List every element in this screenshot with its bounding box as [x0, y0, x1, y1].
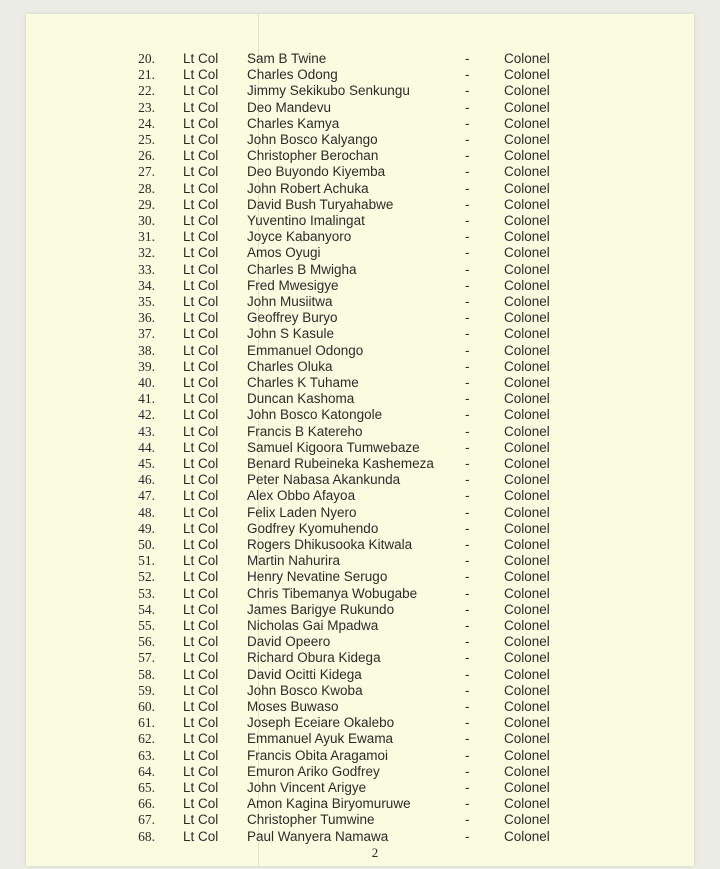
list-item-dash: - [465, 634, 470, 650]
list-item-new-rank: Colonel [504, 472, 550, 488]
list-item-new-rank: Colonel [504, 180, 550, 196]
list-item-name: Paul Wanyera Namawa [247, 828, 389, 844]
list-item-name: Nicholas Gai Mpadwa [247, 618, 379, 633]
list-item-dash: - [465, 747, 470, 763]
list-item-number: 57. [138, 650, 155, 666]
list-item-current-rank: Lt Col [183, 132, 219, 147]
list-item-current-rank: Lt Col [183, 115, 219, 131]
list-item-number: 32. [138, 245, 155, 261]
list-item-dash: - [465, 780, 470, 795]
list-item-number: 23. [138, 99, 155, 115]
list-item [0, 164, 720, 180]
list-item-dash: - [465, 472, 470, 488]
list-item-number: 24. [138, 115, 155, 131]
list-item-current-rank: Lt Col [183, 488, 219, 504]
list-item-number: 58. [138, 666, 155, 682]
list-item-dash: - [465, 99, 470, 115]
list-item [0, 650, 720, 666]
list-item-new-rank: Colonel [504, 423, 550, 439]
list-item-number: 49. [138, 520, 155, 536]
list-item-name: Chris Tibemanya Wobugabe [247, 585, 418, 601]
list-item-name: Deo Buyondo Kiyemba [247, 164, 386, 180]
list-item-current-rank: Lt Col [183, 812, 219, 828]
list-item [0, 667, 720, 683]
list-item-number: 67. [138, 812, 155, 828]
list-item-name: Moses Buwaso [247, 699, 339, 714]
list-item-dash: - [465, 456, 470, 471]
list-item-new-rank: Colonel [504, 277, 550, 293]
list-item [0, 148, 720, 164]
list-item [0, 391, 720, 407]
list-item-name: Godfrey Kyomuhendo [247, 520, 379, 536]
list-item-name: Samuel Kigoora Tumwebaze [247, 439, 420, 455]
list-item-name: Christopher Tumwine [247, 812, 375, 828]
list-item-name: John Bosco Kalyango [247, 132, 378, 147]
list-item-new-rank: Colonel [504, 618, 550, 633]
list-item-number: 26. [138, 148, 155, 164]
list-item-current-rank: Lt Col [183, 277, 219, 293]
list-item [0, 618, 720, 634]
list-item-number: 56. [138, 634, 155, 650]
list-item [0, 197, 720, 213]
list-item [0, 181, 720, 197]
list-item-new-rank: Colonel [504, 51, 550, 66]
list-item-number: 66. [138, 796, 155, 812]
list-item-name: Benard Rubeineka Kashemeza [247, 456, 434, 471]
list-item-current-rank: Lt Col [183, 618, 219, 633]
list-item-name: Rogers Dhikusooka Kitwala [247, 537, 413, 552]
list-item-name: Francis B Katereho [247, 423, 363, 439]
list-item-name: Duncan Kashoma [247, 391, 355, 407]
list-item-current-rank: Lt Col [183, 796, 219, 812]
list-item-name: Charles Oluka [247, 358, 333, 374]
list-item-current-rank: Lt Col [183, 456, 219, 471]
list-item-name: David Ocitti Kidega [247, 666, 362, 682]
list-item-new-rank: Colonel [504, 715, 550, 731]
list-item-dash: - [465, 358, 470, 374]
list-item-dash: - [465, 213, 470, 228]
list-item-dash: - [465, 67, 470, 83]
list-item-dash: - [465, 342, 470, 358]
list-item-current-rank: Lt Col [183, 731, 219, 747]
list-item [0, 407, 720, 423]
list-item-number: 22. [138, 83, 155, 99]
list-item-current-rank: Lt Col [183, 504, 219, 520]
list-item-current-rank: Lt Col [183, 261, 219, 277]
list-item-new-rank: Colonel [504, 747, 550, 763]
list-item-new-rank: Colonel [504, 294, 550, 309]
list-item-name: John Bosco Kwoba [247, 682, 363, 698]
list-item-current-rank: Lt Col [183, 294, 219, 309]
list-item-name: Fred Mwesigye [247, 277, 339, 293]
list-item-name: Amon Kagina Biryomuruwe [247, 796, 411, 812]
list-item-current-rank: Lt Col [183, 407, 219, 423]
list-item-new-rank: Colonel [504, 699, 550, 714]
list-item-new-rank: Colonel [504, 196, 550, 212]
list-item [0, 456, 720, 472]
list-item-name: John Vincent Arigye [247, 780, 367, 795]
list-item-dash: - [465, 569, 470, 585]
list-item-number: 45. [138, 456, 155, 471]
list-item [0, 488, 720, 504]
list-item [0, 683, 720, 699]
list-item-dash: - [465, 812, 470, 828]
list-item [0, 796, 720, 812]
list-item-current-rank: Lt Col [183, 229, 219, 245]
list-item-new-rank: Colonel [504, 488, 550, 504]
list-item-number: 51. [138, 553, 155, 569]
list-item-new-rank: Colonel [504, 310, 550, 326]
list-item-name: Richard Obura Kidega [247, 650, 381, 666]
list-item-dash: - [465, 391, 470, 407]
list-item-number: 55. [138, 618, 155, 633]
list-item [0, 116, 720, 132]
list-item-current-rank: Lt Col [183, 553, 219, 569]
list-item-number: 60. [138, 699, 155, 714]
list-item-new-rank: Colonel [504, 585, 550, 601]
list-item [0, 359, 720, 375]
list-item [0, 748, 720, 764]
list-item-name: Yuventino Imalingat [247, 213, 365, 228]
list-item-current-rank: Lt Col [183, 213, 219, 228]
list-item [0, 780, 720, 796]
list-item-dash: - [465, 439, 470, 455]
list-item-dash: - [465, 51, 470, 66]
list-item-number: 25. [138, 132, 155, 147]
list-item-new-rank: Colonel [504, 812, 550, 828]
list-item-current-rank: Lt Col [183, 715, 219, 731]
list-item-number: 21. [138, 67, 155, 83]
list-item-new-rank: Colonel [504, 780, 550, 795]
list-item-number: 46. [138, 472, 155, 488]
list-item-dash: - [465, 682, 470, 698]
list-item [0, 229, 720, 245]
list-item-number: 28. [138, 180, 155, 196]
list-item-name: Charles K Tuhame [247, 375, 359, 390]
list-item-new-rank: Colonel [504, 326, 550, 342]
list-item-new-rank: Colonel [504, 439, 550, 455]
list-item-dash: - [465, 375, 470, 390]
list-item-number: 20. [138, 51, 155, 66]
list-item-name: Emuron Ariko Godfrey [247, 763, 380, 779]
list-item-name: James Barigye Rukundo [247, 601, 395, 617]
list-item-number: 41. [138, 391, 155, 407]
list-item-new-rank: Colonel [504, 164, 550, 180]
list-item-number: 44. [138, 439, 155, 455]
list-item-new-rank: Colonel [504, 115, 550, 131]
list-item [0, 586, 720, 602]
list-item [0, 537, 720, 553]
list-item-new-rank: Colonel [504, 67, 550, 83]
list-item-dash: - [465, 585, 470, 601]
list-item [0, 829, 720, 845]
list-item-number: 64. [138, 763, 155, 779]
list-item-current-rank: Lt Col [183, 310, 219, 326]
list-item-number: 36. [138, 310, 155, 326]
list-item-number: 52. [138, 569, 155, 585]
list-item-current-rank: Lt Col [183, 67, 219, 83]
list-item-current-rank: Lt Col [183, 699, 219, 714]
list-item-number: 53. [138, 585, 155, 601]
list-item [0, 83, 720, 99]
list-item-name: John Musiitwa [247, 294, 333, 309]
list-item-number: 68. [138, 828, 155, 844]
list-item-dash: - [465, 488, 470, 504]
list-item-current-rank: Lt Col [183, 585, 219, 601]
list-item-number: 59. [138, 682, 155, 698]
list-item-new-rank: Colonel [504, 391, 550, 407]
list-item-current-rank: Lt Col [183, 245, 219, 261]
list-item-name: John Bosco Katongole [247, 407, 383, 423]
list-item-name: Emmanuel Odongo [247, 342, 364, 358]
list-item-dash: - [465, 650, 470, 666]
list-item-number: 54. [138, 601, 155, 617]
list-item [0, 213, 720, 229]
list-item-dash: - [465, 715, 470, 731]
list-item [0, 424, 720, 440]
list-item-number: 62. [138, 731, 155, 747]
list-item-number: 65. [138, 780, 155, 795]
list-item-new-rank: Colonel [504, 148, 550, 164]
list-item-new-rank: Colonel [504, 132, 550, 147]
list-item-number: 39. [138, 358, 155, 374]
list-item-number: 33. [138, 261, 155, 277]
list-item-number: 30. [138, 213, 155, 228]
list-item [0, 472, 720, 488]
list-item-name: Charles B Mwigha [247, 261, 357, 277]
list-item-name: Alex Obbo Afayoa [247, 488, 356, 504]
list-item [0, 132, 720, 148]
list-item-dash: - [465, 699, 470, 714]
list-item-current-rank: Lt Col [183, 148, 219, 164]
list-item [0, 278, 720, 294]
list-item-number: 42. [138, 407, 155, 423]
list-item-number: 63. [138, 747, 155, 763]
list-item-new-rank: Colonel [504, 261, 550, 277]
list-item-new-rank: Colonel [504, 99, 550, 115]
list-item-new-rank: Colonel [504, 634, 550, 650]
list-item [0, 440, 720, 456]
list-item-new-rank: Colonel [504, 569, 550, 585]
list-item-new-rank: Colonel [504, 245, 550, 261]
list-item [0, 310, 720, 326]
list-item-dash: - [465, 180, 470, 196]
list-item [0, 67, 720, 83]
list-item-number: 48. [138, 504, 155, 520]
list-item-dash: - [465, 618, 470, 633]
list-item-name: Christopher Berochan [247, 148, 379, 164]
list-item-current-rank: Lt Col [183, 537, 219, 552]
list-item [0, 294, 720, 310]
list-item-name: Jimmy Sekikubo Senkungu [247, 83, 410, 99]
list-item-current-rank: Lt Col [183, 99, 219, 115]
list-item-current-rank: Lt Col [183, 391, 219, 407]
list-item [0, 764, 720, 780]
list-item-new-rank: Colonel [504, 601, 550, 617]
list-item-new-rank: Colonel [504, 537, 550, 552]
list-item-dash: - [465, 763, 470, 779]
list-item-current-rank: Lt Col [183, 780, 219, 795]
list-item-number: 43. [138, 423, 155, 439]
list-item-number: 27. [138, 164, 155, 180]
list-item-new-rank: Colonel [504, 342, 550, 358]
list-item-name: David Bush Turyahabwe [247, 196, 394, 212]
list-item-name: Francis Obita Aragamoi [247, 747, 389, 763]
list-item-current-rank: Lt Col [183, 634, 219, 650]
list-item-name: Charles Odong [247, 67, 338, 83]
list-item [0, 326, 720, 342]
list-item [0, 51, 720, 67]
list-item [0, 262, 720, 278]
list-item-current-rank: Lt Col [183, 472, 219, 488]
list-item-name: Sam B Twine [247, 51, 327, 66]
list-item-current-rank: Lt Col [183, 666, 219, 682]
page-number: 2 [371, 845, 379, 860]
list-item [0, 812, 720, 828]
list-item [0, 602, 720, 618]
list-item-new-rank: Colonel [504, 504, 550, 520]
list-item-name: Joyce Kabanyoro [247, 229, 352, 245]
list-item-current-rank: Lt Col [183, 180, 219, 196]
list-item-current-rank: Lt Col [183, 196, 219, 212]
list-item-current-rank: Lt Col [183, 569, 219, 585]
list-item-name: David Opeero [247, 634, 331, 650]
list-item-new-rank: Colonel [504, 213, 550, 228]
list-item-current-rank: Lt Col [183, 358, 219, 374]
list-item-current-rank: Lt Col [183, 51, 219, 66]
list-item-dash: - [465, 148, 470, 164]
list-item-name: John S Kasule [247, 326, 335, 342]
list-item-current-rank: Lt Col [183, 423, 219, 439]
list-item-dash: - [465, 731, 470, 747]
list-item-number: 29. [138, 196, 155, 212]
list-item-dash: - [465, 796, 470, 812]
list-item [0, 634, 720, 650]
list-item-dash: - [465, 261, 470, 277]
list-item-new-rank: Colonel [504, 650, 550, 666]
list-item-number: 31. [138, 229, 155, 245]
list-item-new-rank: Colonel [504, 375, 550, 390]
list-item-current-rank: Lt Col [183, 83, 219, 99]
list-item-dash: - [465, 83, 470, 99]
list-item-name: Joseph Eceiare Okalebo [247, 715, 395, 731]
list-item-dash: - [465, 423, 470, 439]
list-item [0, 731, 720, 747]
list-item-name: Peter Nabasa Akankunda [247, 472, 401, 488]
list-item-number: 61. [138, 715, 155, 731]
list-item-dash: - [465, 294, 470, 309]
list-item-current-rank: Lt Col [183, 164, 219, 180]
list-item-dash: - [465, 520, 470, 536]
list-item-name: Henry Nevatine Serugo [247, 569, 388, 585]
list-item [0, 343, 720, 359]
list-item-current-rank: Lt Col [183, 682, 219, 698]
list-item-new-rank: Colonel [504, 520, 550, 536]
list-item-dash: - [465, 245, 470, 261]
list-item-number: 37. [138, 326, 155, 342]
list-item [0, 100, 720, 116]
list-item-current-rank: Lt Col [183, 439, 219, 455]
list-item-name: John Robert Achuka [247, 180, 369, 196]
list-item [0, 521, 720, 537]
list-item-current-rank: Lt Col [183, 650, 219, 666]
list-item [0, 715, 720, 731]
list-item-new-rank: Colonel [504, 731, 550, 747]
list-item-number: 50. [138, 537, 155, 552]
list-item-name: Martin Nahurira [247, 553, 341, 569]
list-item [0, 245, 720, 261]
list-item-new-rank: Colonel [504, 763, 550, 779]
list-item [0, 375, 720, 391]
list-item-dash: - [465, 164, 470, 180]
list-item-name: Emmanuel Ayuk Ewama [247, 731, 394, 747]
list-item-dash: - [465, 132, 470, 147]
list-item-name: Deo Mandevu [247, 99, 332, 115]
list-item-dash: - [465, 553, 470, 569]
list-item-number: 47. [138, 488, 155, 504]
list-item-current-rank: Lt Col [183, 326, 219, 342]
list-item-current-rank: Lt Col [183, 763, 219, 779]
list-item-current-rank: Lt Col [183, 747, 219, 763]
list-item-new-rank: Colonel [504, 796, 550, 812]
list-item-name: Geoffrey Buryo [247, 310, 338, 326]
list-item-new-rank: Colonel [504, 358, 550, 374]
list-item-number: 34. [138, 277, 155, 293]
list-item [0, 553, 720, 569]
list-item-new-rank: Colonel [504, 229, 550, 245]
list-item-dash: - [465, 537, 470, 552]
list-item-new-rank: Colonel [504, 828, 550, 844]
list-item-new-rank: Colonel [504, 407, 550, 423]
list-item-name: Charles Kamya [247, 115, 340, 131]
list-item [0, 699, 720, 715]
list-item-new-rank: Colonel [504, 83, 550, 99]
list-item [0, 505, 720, 521]
list-item-current-rank: Lt Col [183, 828, 219, 844]
list-item-number: 38. [138, 342, 155, 358]
list-item-name: Amos Oyugi [247, 245, 321, 261]
list-item-new-rank: Colonel [504, 553, 550, 569]
list-item-dash: - [465, 666, 470, 682]
list-item-current-rank: Lt Col [183, 375, 219, 390]
list-item-dash: - [465, 115, 470, 131]
list-item-dash: - [465, 828, 470, 844]
list-item-name: Felix Laden Nyero [247, 504, 357, 520]
list-item [0, 569, 720, 585]
list-item-new-rank: Colonel [504, 666, 550, 682]
list-item-dash: - [465, 326, 470, 342]
list-item-number: 40. [138, 375, 155, 390]
list-item-current-rank: Lt Col [183, 520, 219, 536]
list-item-dash: - [465, 196, 470, 212]
list-item-dash: - [465, 601, 470, 617]
list-item-dash: - [465, 310, 470, 326]
list-item-current-rank: Lt Col [183, 342, 219, 358]
list-item-dash: - [465, 504, 470, 520]
list-item-new-rank: Colonel [504, 682, 550, 698]
list-item-current-rank: Lt Col [183, 601, 219, 617]
list-item-dash: - [465, 277, 470, 293]
list-item-number: 35. [138, 294, 155, 309]
list-item-new-rank: Colonel [504, 456, 550, 471]
list-item-dash: - [465, 229, 470, 245]
list-item-dash: - [465, 407, 470, 423]
